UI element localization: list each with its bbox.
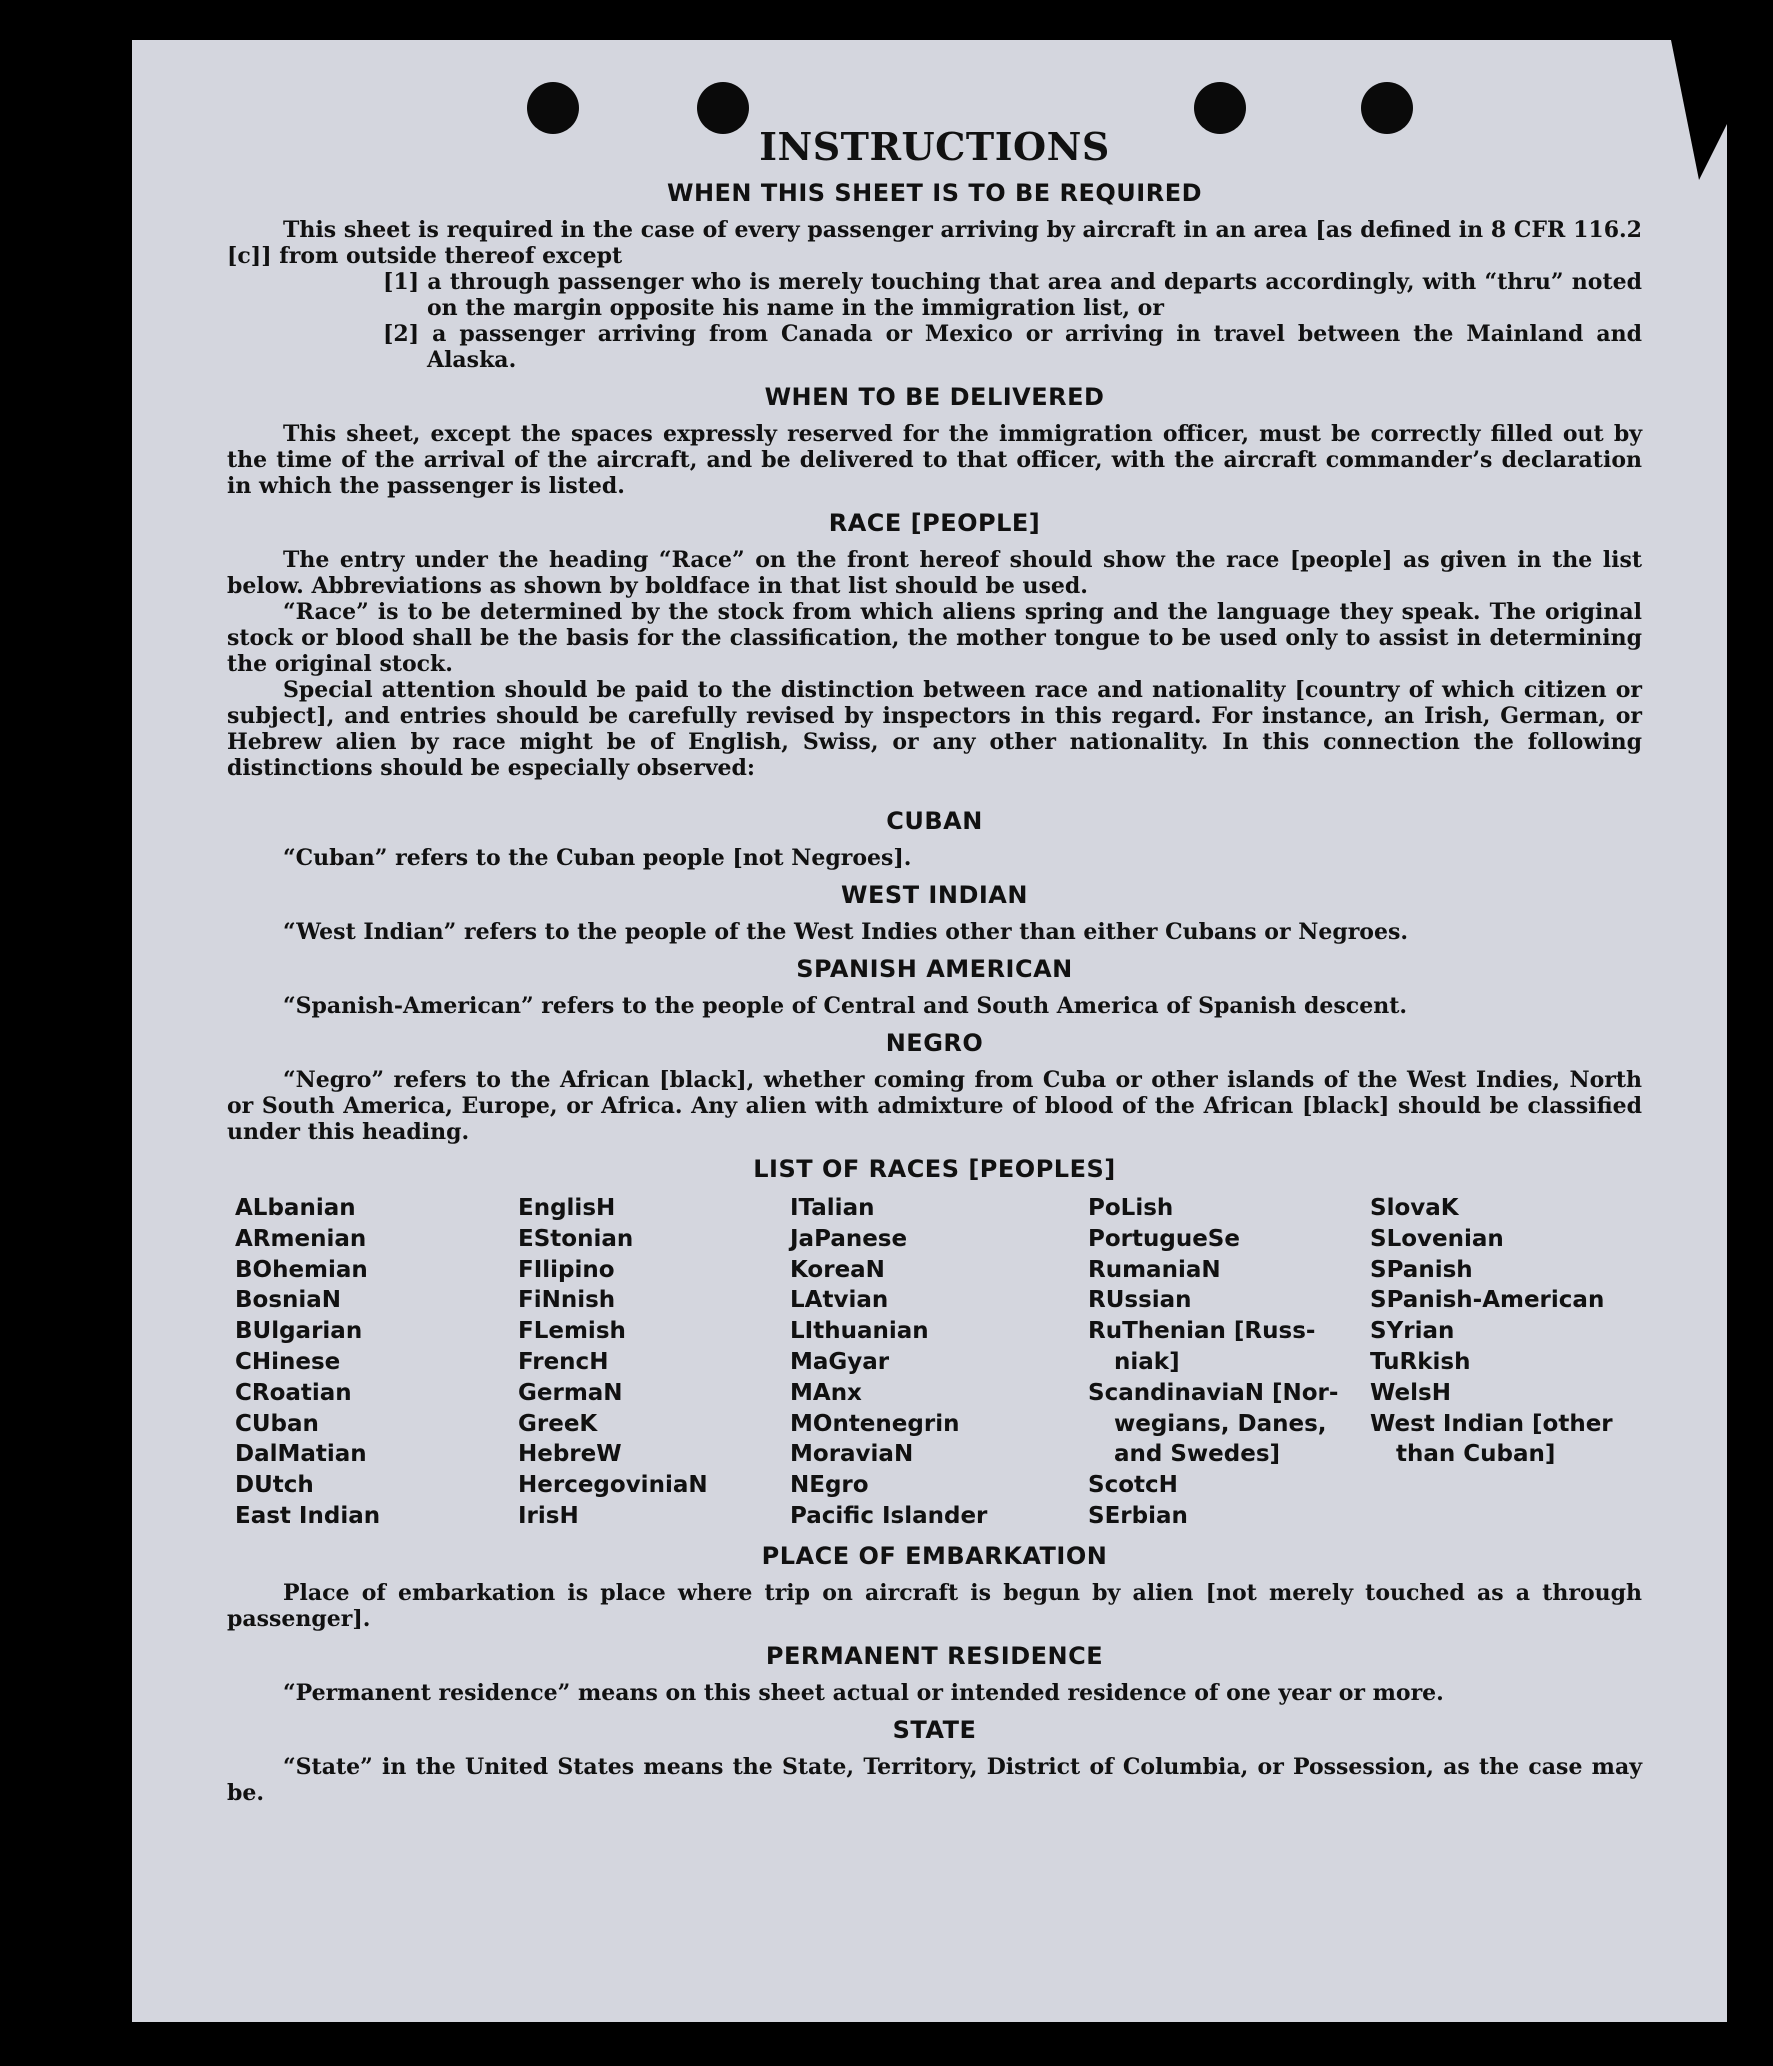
heading-state: STATE [892, 1715, 977, 1744]
instructions-content [227, 124, 1642, 1806]
race-entry: IrisH [518, 1502, 579, 1529]
page-title: INSTRUCTIONS [759, 124, 1110, 169]
race-entry-continued: niak] [1114, 1348, 1180, 1375]
race-entry: BosniaN [235, 1287, 342, 1314]
race-entry: CRoatian [235, 1379, 352, 1406]
race-entry: KoreaN [790, 1256, 885, 1283]
when-required-intro: This sheet is required in the case of every passenger arriving by aircraft in an area [as defined in 8 CFR 116.2 [c]] from outside thereof except [227, 217, 1642, 269]
race-entry: SLovenian [1370, 1225, 1504, 1252]
race-entry: EStonian [518, 1225, 634, 1252]
torn-corner [1647, 40, 1727, 180]
race-entry: GreeK [518, 1410, 598, 1437]
race-entry: DalMatian [235, 1441, 367, 1468]
races-column-3 [790, 1193, 1088, 1532]
race-entry: MaGyar [790, 1348, 890, 1375]
races-list [235, 1193, 1642, 1532]
race-entry: LAtvian [790, 1287, 889, 1314]
race-entry: DUtch [235, 1472, 314, 1499]
races-column-4 [1088, 1193, 1370, 1532]
race-entry: FLemish [518, 1318, 626, 1345]
heading-cuban: CUBAN [886, 807, 983, 835]
heading-list-of-races: LIST OF RACES [PEOPLES] [753, 1155, 1116, 1183]
negro-text: “Negro” refers to the African [black], whether coming from Cuba or other islands of the West Indies, North or South America, Europe, or Africa. Any alien with admixture of blood of the African [black] should be classified under this heading. [227, 1067, 1642, 1145]
race-entry: East Indian [235, 1502, 381, 1529]
race-entry: TuRkish [1370, 1348, 1471, 1375]
race-entry: RuThenian [Russ- [1088, 1318, 1316, 1345]
heading-when-required: WHEN THIS SHEET IS TO BE REQUIRED [666, 179, 1203, 207]
race-entry: MOntenegrin [790, 1410, 960, 1437]
embarkation-text: Place of embarkation is place where trip on aircraft is begun by alien [not merely touched as a through passenger]. [227, 1579, 1642, 1632]
heading-embarkation: PLACE OF EMBARKATION [761, 1541, 1108, 1570]
race-entry: SPanish [1370, 1256, 1473, 1283]
race-entry-continued: and Swedes] [1114, 1441, 1281, 1468]
race-entry: ARmenian [235, 1225, 367, 1252]
race-entry: CUban [235, 1410, 319, 1437]
race-entry: NEgro [790, 1472, 869, 1499]
race-entry: PortugueSe [1088, 1225, 1240, 1252]
race-entry: PoLish [1088, 1195, 1174, 1221]
race-entry: HercegoviniaN [518, 1472, 708, 1499]
heading-race: RACE [PEOPLE] [828, 509, 1041, 537]
race-entry: FiNnish [518, 1287, 616, 1314]
race-entry: RumaniaN [1088, 1256, 1221, 1283]
race-entry: CHinese [235, 1348, 341, 1375]
west-indian-text: “West Indian” refers to the people of the West Indies other than either Cubans or Negroes. [283, 919, 1409, 945]
heading-west-indian: WEST INDIAN [841, 881, 1028, 909]
spanish-american-text: “Spanish-American” refers to the people of Central and South America of Spanish descent. [283, 993, 1408, 1019]
race-entry: WelsH [1370, 1379, 1451, 1406]
race-paragraph-3: Special attention should be paid to the distinction between race and nationality [country of which citizen or subject], and entries should be carefully revised by inspectors in this regard. For instance, an Irish, German, or Hebrew alien by race might be of English, Swiss, or any other nationality. In this connection the following distinctions should be especially observed: [227, 677, 1642, 781]
race-entry: HebreW [518, 1441, 622, 1468]
race-entry: GermaN [518, 1379, 623, 1406]
race-entry: BUlgarian [235, 1318, 363, 1345]
state-text: “State” in the United States means the State, Territory, District of Columbia, or Possession, as the case may be. [227, 1753, 1642, 1806]
race-entry: FrencH [518, 1348, 609, 1375]
races-column-1 [235, 1193, 518, 1532]
race-entry: ALbanian [235, 1195, 356, 1221]
race-entry: MoraviaN [790, 1441, 914, 1468]
race-paragraph-2: “Race” is to be determined by the stock from which aliens spring and the language they speak. The original stock or blood shall be the basis for the classification, the mother tongue to be used only to assist in determining the original stock. [227, 599, 1642, 677]
race-entry: West Indian [other [1370, 1410, 1613, 1437]
race-entry: SYrian [1370, 1318, 1455, 1345]
race-entry: LIthuanian [790, 1318, 929, 1345]
race-entry: MAnx [790, 1379, 862, 1406]
race-entry: JaPanese [790, 1225, 908, 1252]
race-entry: SlovaK [1370, 1195, 1459, 1221]
heading-spanish-american: SPANISH AMERICAN [796, 955, 1073, 983]
races-column-5 [1370, 1193, 1630, 1532]
race-paragraph-1: The entry under the heading “Race” on the front hereof should show the race [people] as given in the list below. Abbreviations as shown by boldface in that list should be used. [227, 547, 1642, 599]
race-entry: SPanish-American [1370, 1287, 1605, 1314]
heading-permanent-residence: PERMANENT RESIDENCE [765, 1641, 1104, 1670]
races-column-2 [518, 1193, 790, 1532]
exception-item-1: [1] a through passenger who is merely touching that area and departs accordingly, with “thru” noted on the margin opposite his name in the immigration list, or [383, 269, 1642, 321]
race-entry: FIlipino [518, 1256, 615, 1283]
when-delivered-text: This sheet, except the spaces expressly reserved for the immigration officer, must be correctly filled out by the time of the arrival of the aircraft, and be delivered to that officer, with the aircraft commander’s declaration in which the passenger is listed. [227, 421, 1642, 499]
race-entry-continued: than Cuban] [1396, 1441, 1556, 1468]
race-entry: SErbian [1088, 1502, 1188, 1529]
race-entry: RUssian [1088, 1287, 1192, 1314]
race-entry-continued: wegians, Danes, [1114, 1410, 1327, 1437]
race-entry: Pacific Islander [790, 1502, 988, 1529]
race-entry: BOhemian [235, 1256, 368, 1283]
document-sheet [132, 40, 1727, 2022]
race-entry: ScandinaviaN [Nor- [1088, 1379, 1339, 1406]
race-entry: EnglisH [518, 1195, 616, 1221]
heading-negro: NEGRO [885, 1029, 984, 1057]
residence-text: “Permanent residence” means on this sheet actual or intended residence of one year or more. [283, 1679, 1444, 1706]
race-entry: ScotcH [1088, 1472, 1178, 1499]
heading-when-delivered: WHEN TO BE DELIVERED [764, 383, 1105, 411]
cuban-text: “Cuban” refers to the Cuban people [not Negroes]. [283, 845, 912, 871]
race-entry: ITalian [790, 1195, 875, 1221]
exception-item-2: [2] a passenger arriving from Canada or Mexico or arriving in travel between the Mainland and Alaska. [383, 321, 1642, 373]
